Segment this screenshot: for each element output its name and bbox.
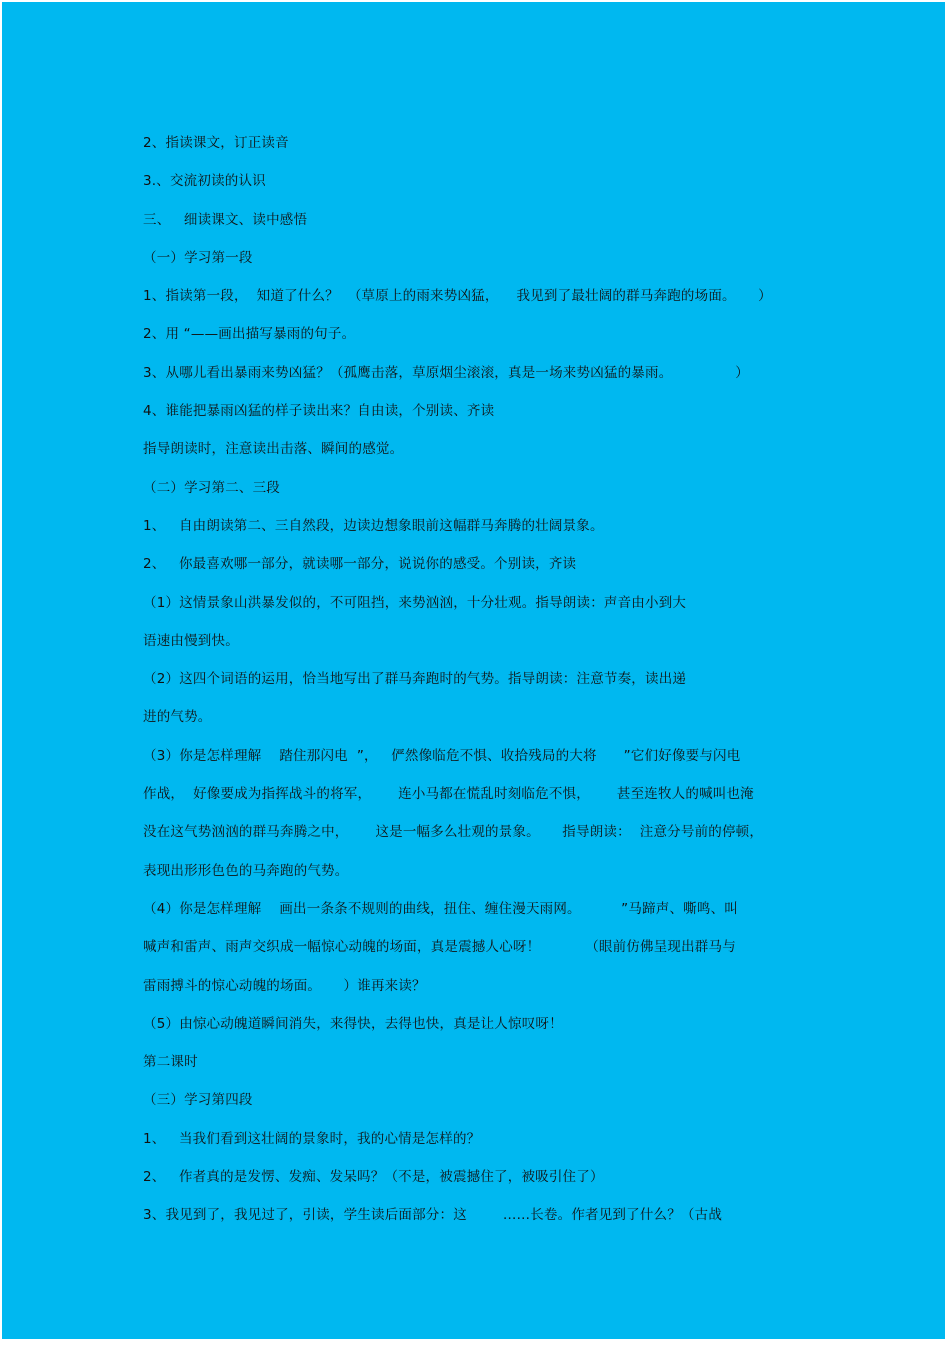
paragraph-line: 表现出形形色色的马奔跑的气势。 xyxy=(143,862,349,879)
subsection-heading: （二）学习第二、三段 xyxy=(143,479,280,496)
section-item: 3.、交流初读的认识 xyxy=(143,173,266,190)
document-body xyxy=(143,124,823,1235)
section-item: 1、指读第一段， 知道了什么？ （草原上的雨来势凶猛， 我见到了最壮阔的群马奔跑的场面。 ） xyxy=(143,288,772,305)
section-item: 2、用 “——画出描写暴雨的句子。 xyxy=(143,326,356,343)
paragraph-line: （5）由惊心动魄道瞬间消失，来得快，去得也快，真是让人惊叹呀！ xyxy=(143,1015,563,1032)
section-heading: 三、 细读课文、读中感悟 xyxy=(143,211,308,228)
paragraph-line: 喊声和雷声、雨声交织成一幅惊心动魄的场面，真是震撼人心呀！ （眼前仿佛呈现出群马与 xyxy=(143,939,736,956)
section-item: 3、我见到了，我见过了，引读，学生读后面部分：这 ……长卷。作者见到了什么？（古战 xyxy=(143,1207,723,1224)
section-item: 2、 你最喜欢哪一部分，就读哪一部分，说说你的感受。个别读，齐读 xyxy=(143,556,577,573)
paragraph-line: （3）你是怎样理解 踏住那闪电 ”， 俨然像临危不惧、收拾残局的大将 ”它们好像要与闪电 xyxy=(143,747,741,764)
paragraph-line: （4）你是怎样理解 画出一条条不规则的曲线，扭住、缠住漫天雨网。 ”马蹄声、嘶鸣、叫 xyxy=(143,900,738,917)
paragraph-line: 作战， 好像要成为指挥战斗的将军， 连小马都在慌乱时刻临危不惧， 甚至连牧人的喊叫也淹 xyxy=(143,786,754,803)
paragraph-line: 雷雨搏斗的惊心动魄的场面。 ）谁再来读？ xyxy=(143,977,426,994)
section-item: 2、指读课文，订正读音 xyxy=(143,135,289,151)
paragraph-line: （1）这情景象山洪暴发似的，不可阻挡，来势汹汹，十分壮观。指导朗读：声音由小到大 xyxy=(143,594,687,611)
section-item: 3、从哪儿看出暴雨来势凶猛？（孤鹰击落，草原烟尘滚滚，真是一场来势凶猛的暴雨。 ） xyxy=(143,364,749,381)
paragraph-line: 指导朗读时，注意读出击落、瞬间的感觉。 xyxy=(143,441,404,458)
subsection-heading: （三）学习第四段 xyxy=(143,1092,253,1109)
section-item: 1、 自由朗读第二、三自然段，边读边想象眼前这幅群马奔腾的壮阔景象。 xyxy=(143,517,604,534)
section-item: 2、 作者真的是发愣、发痴、发呆吗？（不是，被震撼住了，被吸引住了） xyxy=(143,1169,604,1186)
paragraph-line: 没在这气势汹汹的群马奔腾之中， 这是一幅多么壮观的景象。 指导朗读： 注意分号前的停顿， xyxy=(143,824,764,841)
section-item: 1、 当我们看到这壮阔的景象时，我的心情是怎样的？ xyxy=(143,1130,481,1147)
paragraph-line: （2）这四个词语的运用，恰当地写出了群马奔跑时的气势。指导朗读：注意节奏，读出递 xyxy=(143,671,687,688)
paragraph-line: 语速由慢到快。 xyxy=(143,632,239,649)
paragraph-line: 进的气势。 xyxy=(143,709,212,726)
document-page xyxy=(2,2,945,1339)
lesson-heading: 第二课时 xyxy=(143,1054,198,1071)
section-item: 4、谁能把暴雨凶猛的样子读出来？自由读，个别读、齐读 xyxy=(143,403,495,420)
subsection-heading: （一）学习第一段 xyxy=(143,249,253,266)
